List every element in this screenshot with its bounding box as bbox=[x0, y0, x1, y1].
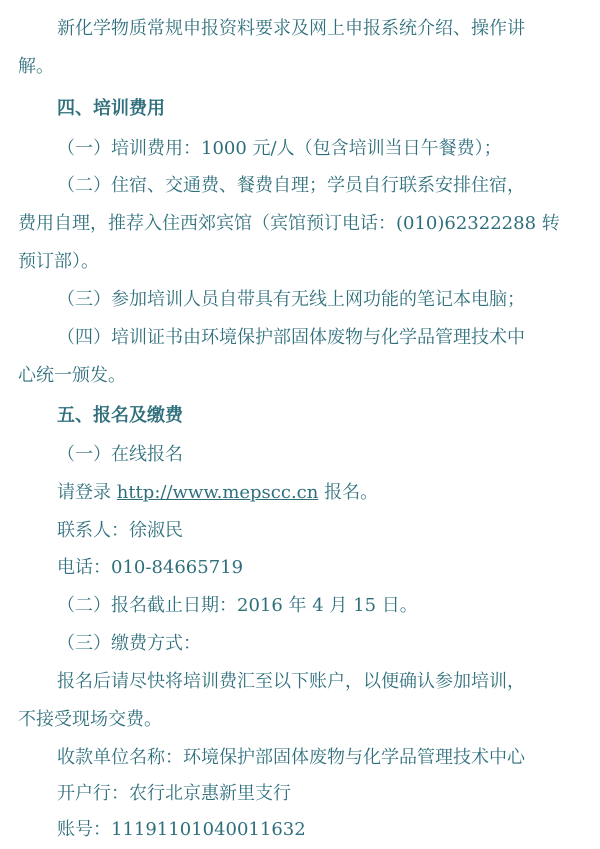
fee-item-1: （一）培训费用：1000 元/人（包含培训当日午餐费）； bbox=[57, 138, 502, 159]
registration-link[interactable]: http://www.mepscc.cn bbox=[116, 482, 319, 503]
payment-instruction-line-1: 报名后请尽快将培训费汇至以下账户，以便确认参加培训， bbox=[57, 671, 525, 692]
payee-name: 收款单位名称：环境保护部固体废物与化学品管理技术中心 bbox=[57, 747, 525, 768]
fee-item-2-line-2: 费用自理，推荐入住西郊宾馆（宾馆预订电话：(010)62322288 转 bbox=[18, 213, 560, 234]
payment-method-heading: （三）缴费方式： bbox=[57, 633, 201, 654]
contact-person: 联系人：徐淑民 bbox=[57, 520, 183, 541]
registration-deadline: （二）报名截止日期：2016 年 4 月 15 日。 bbox=[57, 595, 418, 616]
intro-line-1: 新化学物质常规申报资料要求及网上申报系统介绍、操作讲 bbox=[57, 18, 525, 39]
registration-item-1: （一）在线报名 bbox=[57, 444, 183, 465]
section-heading-fees: 四、培训费用 bbox=[57, 98, 165, 119]
login-instruction bbox=[57, 474, 378, 512]
fee-item-4-line-1: （四）培训证书由环境保护部固体废物与化学品管理技术中 bbox=[57, 327, 525, 348]
intro-line-2: 解。 bbox=[18, 56, 54, 77]
account-number: 账号：11191101040011632 bbox=[57, 819, 306, 840]
login-prefix: 请登录 bbox=[57, 482, 117, 503]
contact-phone: 电话：010-84665719 bbox=[57, 557, 244, 578]
fee-item-3: （三）参加培训人员自带具有无线上网功能的笔记本电脑； bbox=[57, 289, 525, 310]
login-suffix: 报名。 bbox=[318, 482, 379, 503]
bank-name: 开户行：农行北京惠新里支行 bbox=[57, 783, 291, 804]
fee-item-2-line-1: （二）住宿、交通费、餐费自理；学员自行联系安排住宿， bbox=[57, 175, 525, 196]
payment-instruction-line-2: 不接受现场交费。 bbox=[18, 709, 162, 730]
fee-item-4-line-2: 心统一颁发。 bbox=[18, 365, 126, 386]
fee-item-2-line-3: 预订部）。 bbox=[18, 251, 99, 272]
section-heading-registration: 五、报名及缴费 bbox=[57, 405, 183, 426]
